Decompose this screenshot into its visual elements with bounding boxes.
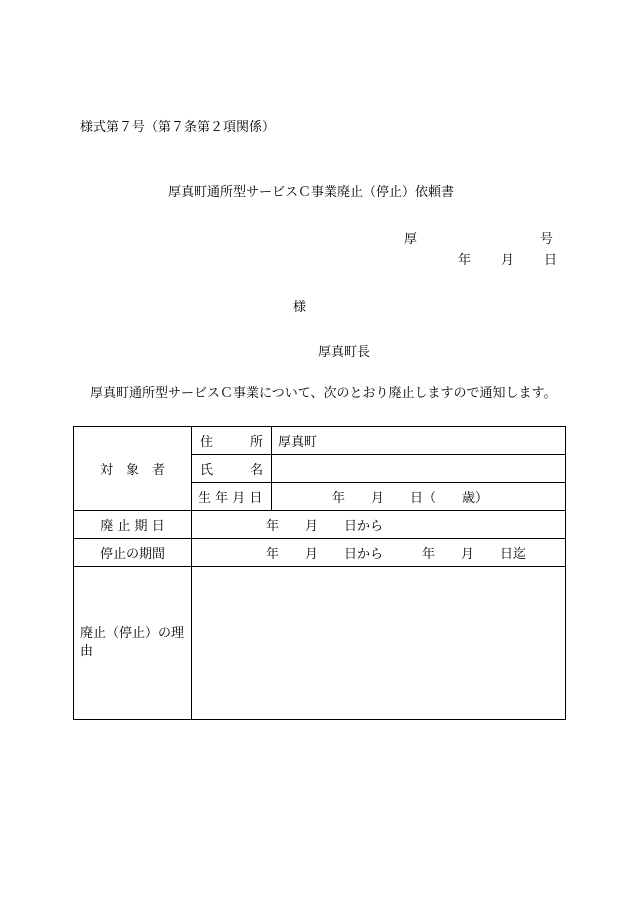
suspension-period-field[interactable]: 年 月 日から 年 月 日迄 xyxy=(192,539,566,567)
dob-label: 生 年 月 日 xyxy=(192,483,272,511)
document-title: 厚真町通所型サービスＣ事業廃止（停止）依頼書 xyxy=(168,185,455,200)
issuer: 厚真町長 xyxy=(318,345,371,360)
subject-label: 対 象 者 xyxy=(74,427,192,511)
addressee: 様 xyxy=(293,300,307,315)
details-table xyxy=(73,426,566,720)
date-month: 月 xyxy=(501,253,515,268)
suspension-period-label: 停止の期間 xyxy=(74,539,192,567)
address-field[interactable]: 厚真町 xyxy=(272,427,566,455)
reason-field[interactable] xyxy=(192,567,566,720)
abolition-date-field[interactable]: 年 月 日から xyxy=(192,511,566,539)
date-year: 年 xyxy=(458,253,472,268)
abolition-date-label: 廃 止 期 日 xyxy=(74,511,192,539)
body-text: 厚真町通所型サービスＣ事業について、次のとおり廃止しますので通知します。 xyxy=(90,386,557,401)
dob-field[interactable]: 年 月 日（ 歳） xyxy=(272,483,566,511)
form-number: 様式第７号（第７条第２項関係） xyxy=(80,120,276,135)
name-field[interactable] xyxy=(272,455,566,483)
issue-date xyxy=(458,249,557,268)
reference-prefix: 厚 xyxy=(404,232,418,247)
reference-suffix: 号 xyxy=(540,232,554,247)
reason-label: 廃止（停止）の理由 xyxy=(74,567,192,720)
date-day: 日 xyxy=(544,253,558,268)
address-label: 住 所 xyxy=(192,427,272,455)
name-label: 氏 名 xyxy=(192,455,272,483)
